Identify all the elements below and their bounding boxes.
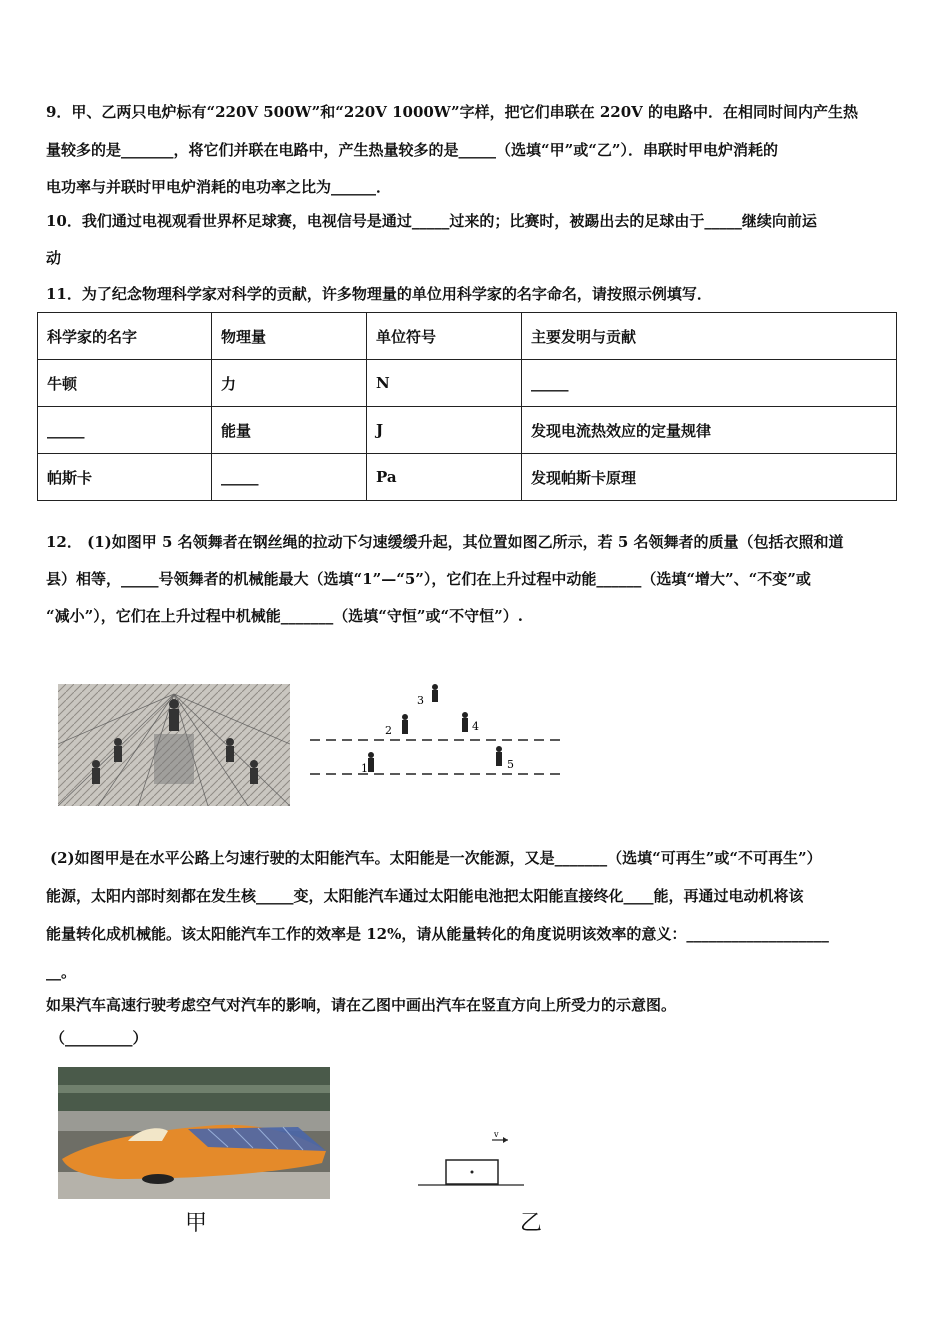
q9-line-1: 9．甲、乙两只电炉标有“220V 500W”和“220V 1000W”字样，把它们串联在 220V 的电路中．在相同时间内产生热 xyxy=(46,103,858,121)
table-cell: _____ xyxy=(522,360,897,407)
table-cell: N xyxy=(367,360,522,407)
velocity-label: v xyxy=(494,1130,499,1139)
table-row xyxy=(38,454,897,501)
table-cell: 发现电流热效应的定量规律 xyxy=(522,407,897,454)
arrow-head-icon xyxy=(503,1137,508,1143)
table-cell: _____ xyxy=(212,454,367,501)
table-cell: 力 xyxy=(212,360,367,407)
q10-line-1: 10．我们通过电视观看世界杯足球赛，电视信号是通过_____过来的；比赛时，被踢出去的足球由于_____继续向前运 xyxy=(46,212,817,230)
table-cell: _____ xyxy=(38,407,212,454)
dancer-label: 4 xyxy=(472,720,479,733)
table-header-row xyxy=(38,313,897,360)
table-header-cell: 科学家的名字 xyxy=(38,313,212,360)
table-cell: 能量 xyxy=(212,407,367,454)
solar-car-photo xyxy=(58,1067,330,1199)
q12-line-3: “减小”），它们在上升过程中机械能_______（选填“守恒”或“不守恒”）. xyxy=(46,607,523,625)
q12-part2-line-2: 能源，太阳内部时刻都在发生核_____变，太阳能汽车通过太阳能电池把太阳能直接终化____能，再通过电动机将该 xyxy=(46,887,804,905)
table-row xyxy=(38,407,897,454)
table-cell: 牛顿 xyxy=(38,360,212,407)
dancer-label: 1 xyxy=(361,762,368,775)
caption-yi: 乙 xyxy=(520,1211,543,1236)
dancer-label: 3 xyxy=(417,694,424,707)
center-of-mass-dot xyxy=(471,1171,474,1174)
q9-line-3: 电功率与并联时甲电炉消耗的电功率之比为______． xyxy=(46,178,392,196)
units-table xyxy=(37,312,897,501)
q10-line-2: 动 xyxy=(46,249,62,267)
table-cell: 发现帕斯卡原理 xyxy=(522,454,897,501)
table-header-cell: 物理量 xyxy=(212,313,367,360)
q9-line-2: 量较多的是_______，将它们并联在电路中，产生热量较多的是_____（选填“甲”或“乙”）．串联时甲电炉消耗的 xyxy=(46,141,779,159)
q12-part2-line-5: 如果汽车高速行驶考虑空气对汽车的影响，请在乙图中画出汽车在竖直方向上所受力的示意图。 xyxy=(46,996,677,1014)
table-cell: 帕斯卡 xyxy=(38,454,212,501)
q12-part2-line-4: __。 xyxy=(46,963,77,981)
q12-line-1: 12． (1)如图甲 5 名领舞者在钢丝绳的拉动下匀速缓缓升起，其位置如图乙所示，若 5 名领舞者的质量（包括衣照和道 xyxy=(46,533,844,551)
q12-part2-line-1: (2)如图甲是在水平公路上匀速行驶的太阳能汽车。太阳能是一次能源，又是_______（选填“可再生”或“不可再生”） xyxy=(50,849,822,867)
answer-blank: （_________） xyxy=(50,1029,148,1047)
dancer-label: 2 xyxy=(385,724,392,737)
dancers-photo xyxy=(58,684,290,806)
dancer-position-diagram xyxy=(305,670,575,790)
table-header-cell: 单位符号 xyxy=(367,313,522,360)
dancer-label: 5 xyxy=(507,758,514,771)
caption-jia: 甲 xyxy=(185,1211,208,1236)
table-cell: Pa xyxy=(367,454,522,501)
table-header-cell: 主要发明与贡献 xyxy=(522,313,897,360)
table-row xyxy=(38,360,897,407)
table-cell: J xyxy=(367,407,522,454)
q12-part2-line-3: 能量转化成机械能。该太阳能汽车工作的效率是 12%，请从能量转化的角度说明该效率的意义：___________________ xyxy=(46,925,829,943)
car-force-diagram xyxy=(416,1128,526,1194)
q12-line-2: 县）相等，_____号领舞者的机械能最大（选填“1”—“5”），它们在上升过程中动能______（选填“增大”、“不变”或 xyxy=(46,570,811,588)
q11-intro: 11．为了纪念物理科学家对科学的贡献，许多物理量的单位用科学家的名字命名，请按照示例填写． xyxy=(46,285,712,303)
